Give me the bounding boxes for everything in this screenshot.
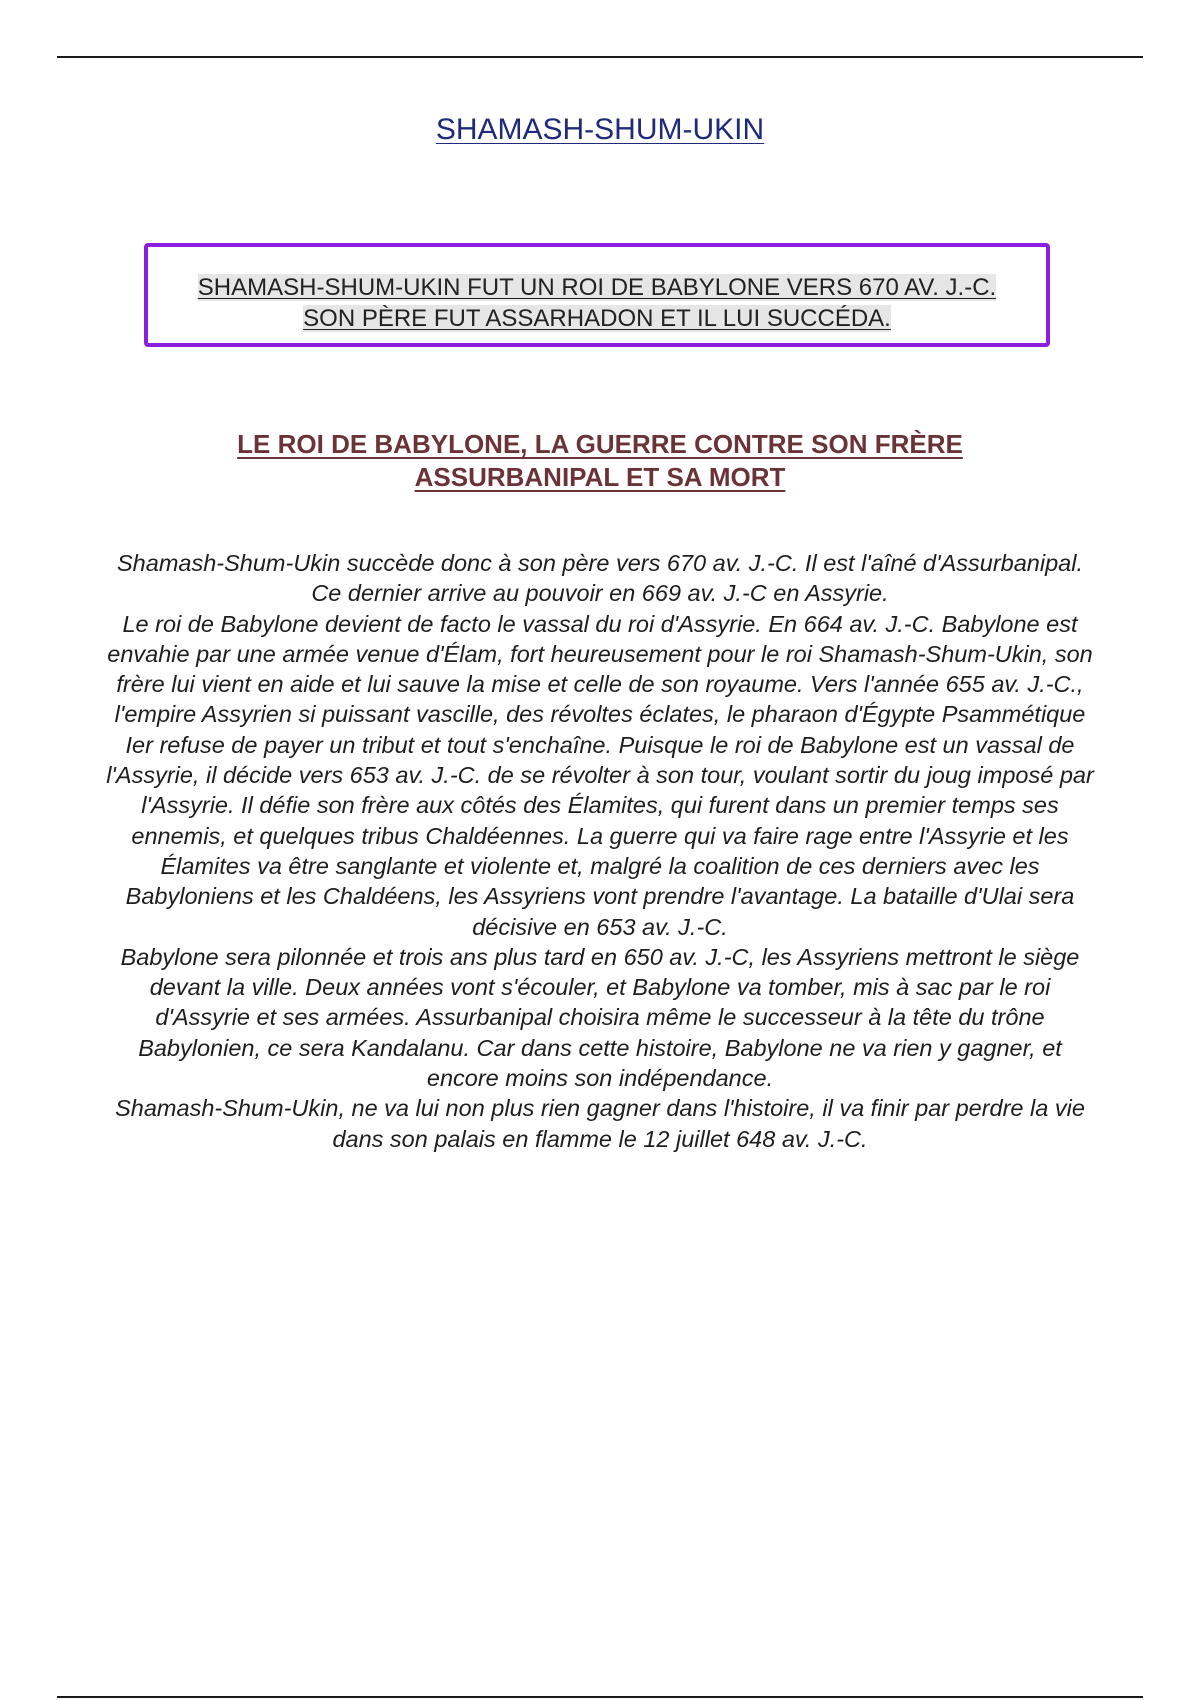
article-body [100,548,1100,1154]
bottom-divider [57,1696,1143,1698]
paragraph: Le roi de Babylone devient de facto le vassal du roi d'Assyrie. En 664 av. J.-C. Babylone est envahie par une armée venue d'Élam, fort heureusement pour le roi Shamash-Shum-Ukin, son frère lui vient en aide et lui sauve la mise et celle de son royaume. Vers l'année 655 av. J.-C., l'empire Assyrien si puissant vascille, des révoltes éclates, le pharaon d'Égypte Psammétique Ier refuse de payer un tribut et tout s'enchaîne. Puisque le roi de Babylone est un vassal de l'Assyrie, il décide vers 653 av. J.-C. de se révolter à son tour, voulant sortir du joug imposé par l'Assyrie. Il défie son frère aux côtés des Élamites, qui furent dans un premier temps ses ennemis, et quelques tribus Chaldéennes. La guerre qui va faire rage entre l'Assyrie et les Élamites va être sanglante et violente et, malgré la coalition de ces derniers avec les Babyloniens et les Chaldéens, les Assyriens vont prendre l'avantage. La bataille d'Ulai sera décisive en 653 av. J.-C. [106,610,1094,940]
page-title[interactable]: SHAMASH-SHUM-UKIN [435,113,765,146]
paragraph: Shamash-Shum-Ukin succède donc à son père vers 670 av. J.-C. Il est l'aîné d'Assurbanipal. Ce dernier arrive au pouvoir en 669 av. J.-C en Assyrie. [117,550,1083,607]
top-divider [57,56,1143,58]
paragraph: Babylone sera pilonnée et trois ans plus tard en 650 av. J.-C, les Assyriens mettront le siège devant la ville. Deux années vont s'écouler, et Babylone va tomber, mis à sac par le roi d'Assyrie et ses armées. Assurbanipal choisira même le successeur à la tête du trône Babylonien, ce sera Kandalanu. Car dans cette histoire, Babylone ne va rien y gagner, et encore moins son indépendance. [120,943,1080,1092]
callout-line[interactable]: SHAMASH-SHUM-UKIN FUT UN ROI DE BABYLONE VERS 670 AV. J.-C. [197,274,997,301]
section-heading[interactable]: LE ROI DE BABYLONE, LA GUERRE CONTRE SON FRÈRE ASSURBANIPAL ET SA MORT [237,429,963,492]
summary-callout [144,243,1050,347]
callout-line[interactable]: SON PÈRE FUT ASSARHADON ET IL LUI SUCCÉDA. [303,305,891,332]
paragraph: Shamash-Shum-Ukin, ne va lui non plus rien gagner dans l'histoire, il va finir par perdre la vie dans son palais en flamme le 12 juillet 648 av. J.-C. [115,1095,1085,1152]
